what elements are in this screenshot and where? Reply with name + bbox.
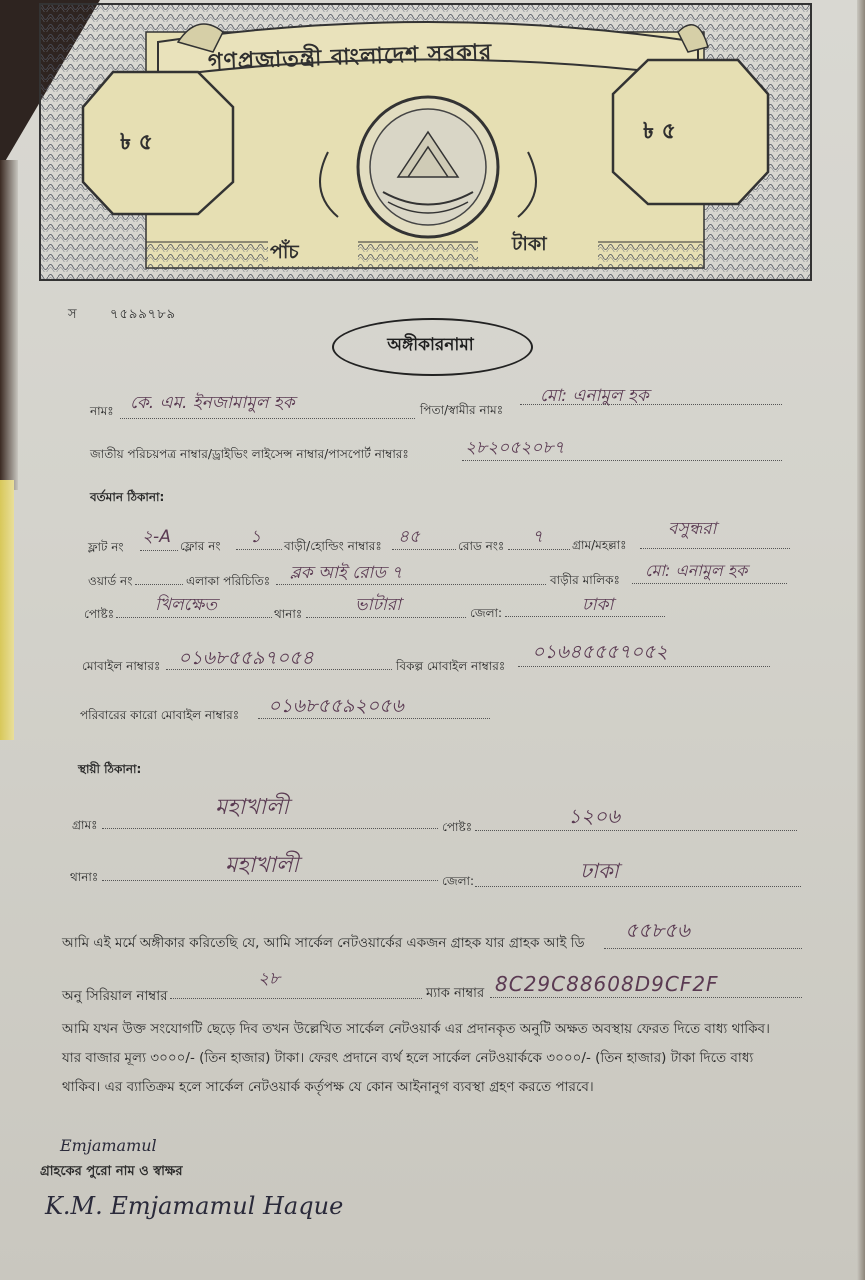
page-shadow-left bbox=[0, 160, 18, 490]
thana-label: থানাঃ bbox=[274, 607, 303, 621]
owner-label: বাড়ীর মালিকঃ bbox=[550, 573, 620, 587]
mobile-label: মোবাইল নাম্বারঃ bbox=[82, 659, 161, 673]
stamp-amount-word: পাঁচ bbox=[270, 241, 299, 263]
stamp-currency-word: টাকা bbox=[512, 233, 547, 255]
perm-post-value: ১২০৬ bbox=[568, 804, 620, 828]
perm-district-label: জেলা: bbox=[442, 874, 475, 888]
page-edge-yellow bbox=[0, 480, 14, 740]
document-title: অঙ্গীকারনামা bbox=[387, 335, 474, 355]
perm-post-label: পোষ্টঃ bbox=[442, 820, 473, 834]
mac-label: ম্যাক নাম্বার bbox=[426, 986, 485, 1001]
family-mobile-value: ০১৬৮৫৫৯২০৫৬ bbox=[268, 695, 404, 717]
road-label: রোড নংঃ bbox=[458, 539, 505, 553]
area-id-value: ব্লক আই রোড ৭ bbox=[290, 563, 403, 583]
nid-value: ২৮২০৫২০৮৭ bbox=[465, 438, 565, 458]
signature-caption: গ্রাহকের পুরো নাম ও স্বাক্ষর bbox=[40, 1164, 183, 1179]
flat-label: ফ্লাট নং bbox=[88, 540, 124, 554]
onu-serial-label: অনু সিরিয়াল নাম্বার bbox=[62, 988, 168, 1004]
village-area-line bbox=[640, 548, 790, 549]
signature-full: K.M. Emjamamul Haque bbox=[45, 1192, 344, 1220]
onu-serial-value: ২৮ bbox=[258, 969, 281, 989]
district-value: ঢাকা bbox=[582, 595, 614, 615]
mac-line bbox=[490, 997, 802, 998]
permanent-address-heading: স্থায়ী ঠিকানা: bbox=[78, 762, 142, 776]
perm-thana-label: থানাঃ bbox=[70, 870, 99, 884]
ward-label: ওয়ার্ড নং bbox=[88, 574, 133, 588]
mobile-value: ০১৬৮৫৫৯৭০৫৪ bbox=[178, 647, 314, 669]
perm-post-line bbox=[475, 830, 797, 831]
ward-line bbox=[135, 584, 183, 585]
perm-district-line bbox=[475, 886, 801, 887]
present-address-heading: বর্তমান ঠিকানা: bbox=[90, 490, 165, 504]
father-label: পিতা/স্বামীর নামঃ bbox=[420, 403, 504, 417]
flat-value: ২-A bbox=[142, 527, 171, 547]
revenue-stamp bbox=[38, 2, 813, 282]
mac-value: 8C29C88608D9CF2F bbox=[495, 972, 719, 996]
family-mobile-label: পরিবারের কারো মোবাইল নাম্বারঃ bbox=[80, 708, 240, 722]
thana-value: ভাটারা bbox=[355, 595, 402, 615]
bleed-through-text bbox=[750, 1245, 755, 1263]
onu-serial-line bbox=[170, 998, 422, 999]
perm-village-label: গ্রামঃ bbox=[72, 818, 98, 832]
pledge-text: আমি এই মর্মে অঙ্গীকার করিতেছি যে, আমি সার্কেল নেটওয়ার্কের একজন গ্রাহক যার গ্রাহক আই ডি bbox=[62, 935, 585, 951]
page-edge-right bbox=[857, 0, 865, 1280]
village-area-value: বসুন্ধরা bbox=[668, 519, 717, 539]
village-area-label: গ্রাম/মহল্লাঃ bbox=[572, 538, 627, 552]
name-value: কে. এম. ইনজামামুল হক bbox=[130, 393, 295, 413]
nid-label: জাতীয় পরিচয়পত্র নাম্বার/ড্রাইভিং লাইসেন্স নাম্বার/পাসপোর্ট নাম্বারঃ bbox=[90, 447, 409, 461]
district-label: জেলা: bbox=[470, 606, 503, 620]
perm-village-line bbox=[102, 828, 438, 829]
alt-mobile-label: বিকল্প মোবাইল নাম্বারঃ bbox=[396, 659, 506, 673]
floor-value: ১ bbox=[250, 527, 262, 547]
post-value: খিলক্ষেত bbox=[155, 595, 218, 615]
terms-line-1: আমি যখন উক্ত সংযোগটি ছেড়ে দিব তখন উল্লেখিত সার্কেল নেটওয়ার্ক এর প্রদানকৃত অনুটি অক্ষত অবস্থায় ফেরত দিতে বাধ্য থাকিব। bbox=[62, 1021, 770, 1037]
perm-village-value: মহাখালী bbox=[215, 795, 289, 820]
name-label: নামঃ bbox=[90, 404, 114, 418]
customer-id-value: ৫৫৮৫৬ bbox=[625, 918, 690, 942]
post-label: পোষ্টঃ bbox=[84, 607, 115, 621]
perm-thana-value: মহাখালী bbox=[225, 853, 299, 878]
house-label: বাড়ী/হোল্ডিং নাম্বারঃ bbox=[284, 539, 382, 553]
signature-short: Emjamamul bbox=[60, 1136, 157, 1155]
name-line bbox=[120, 418, 415, 419]
house-value: ৪৫ bbox=[398, 527, 421, 547]
terms-line-2: যার বাজার মূল্য ৩০০০/- (তিন হাজার) টাকা। ফেরৎ প্রদানে ব্যর্থ হলে সার্কেল নেটওয়ার্ককে ৩০০০/- (তিন হাজার) টাকা দিতে বাধ্য bbox=[62, 1050, 754, 1066]
father-value: মো: এনামুল হক bbox=[540, 386, 649, 406]
alt-mobile-value: ০১৬৪৫৫৫৭০৫২ bbox=[532, 641, 668, 663]
owner-value: মো: এনামুল হক bbox=[645, 561, 748, 580]
road-value: ৭ bbox=[532, 527, 544, 547]
area-id-label: এলাকা পরিচিতিঃ bbox=[186, 574, 271, 588]
stamp-header: গণপ্রজাতন্ত্রী বাংলাদেশ সরকার bbox=[207, 40, 493, 75]
serial-prefix: স bbox=[68, 307, 77, 322]
perm-district-value: ঢাকা bbox=[580, 859, 619, 883]
floor-label: ফ্লোর নং bbox=[180, 539, 221, 553]
serial-number: ৭৫৯৯৭৮৯ bbox=[110, 307, 177, 322]
stamp-value-left: ৳ ৫ bbox=[120, 130, 153, 155]
terms-line-3: থাকিব। এর ব্যাতিক্রম হলে সার্কেল নেটওয়ার্ক কর্তৃপক্ষ যে কোন আইনানুগ ব্যবস্থা গ্রহণ করতে পারবে। bbox=[62, 1079, 594, 1095]
stamp-value-right: ৳ ৫ bbox=[643, 119, 676, 144]
